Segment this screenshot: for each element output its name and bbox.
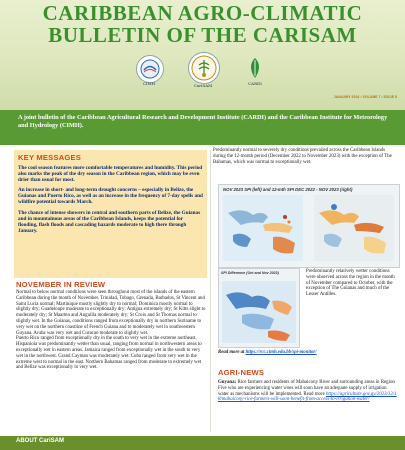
key-messages-box — [14, 150, 207, 278]
about-carisam-label: ABOUT CariSAM — [16, 438, 65, 444]
carisam-logo-label: CariSAM — [193, 83, 213, 88]
november-review-paragraph-2: Puerto Rico ranged from exceptionally dry in the south to very wet in the extreme northeast. Hispaniola was predominantly wetter than usual, ranging from normal in northwestern areas to exceptionally wet in eastern areas. Jamaica ranged from exceptionally wet in the south to very wet in the northwest. Grand Cayman was moderately wet. Cuba ranged from very wet in the extreme west to normal in the east. Northern Bahamas ranged from moderate to extremely wet and Belize was exceptionally to very wet. — [16, 336, 202, 371]
carisam-logo-icon — [188, 52, 220, 84]
issue-line: JANUARY 2024 • VOLUME 7 • ISSUE 8 — [333, 95, 397, 99]
right-column-intro — [213, 148, 399, 165]
header — [0, 0, 405, 110]
bulletin-title-line2: BULLETIN OF THE CARISAM — [48, 23, 357, 47]
spi-12-month-map — [314, 195, 394, 261]
cimh-logo-label: CIMH — [142, 81, 156, 86]
agri-news-paragraph — [218, 380, 398, 403]
agri-news-heading: AGRI-NEWS — [218, 368, 265, 377]
spi-intro-text: Predominantly normal to severely dry conditions prevailed across the Caribbean Islands during the 12-month period (December 2022 to November 2023) with the exception of The Bahamas, which was normal to exceptionally wet. — [213, 148, 392, 165]
bulletin-title-line1: CARIBBEAN AGRO-CLIMATIC — [42, 1, 363, 25]
key-message-3: The chance of intense showers in central and southern parts of Belize, the Guianas and in mountainous areas of the Caribbean Islands, keeps the potential for flooding, flash floods and cascading hazards moderate to high there through January. — [18, 209, 201, 234]
agri-news-text: Rice farmers and residents of Mahaicony River and surrounding areas in Region Five who are experiencing water woes will soon have an adequate supply of irrigation water as mechanisms will be implemented. Read more — [218, 380, 395, 397]
about-bar — [0, 436, 405, 450]
agri-news-lead: Guyana: — [218, 380, 238, 385]
spi-difference-title: SPI Difference (Oct and Nov 2023) — [221, 271, 279, 275]
read-more-line — [218, 350, 398, 355]
spi-difference-map — [222, 281, 296, 343]
spi-nov-map — [223, 195, 303, 261]
spi-difference-panel — [218, 268, 300, 348]
spi-map-panel — [218, 184, 400, 268]
spi-difference-text: Predominantly relatively wetter conditions were observed across the region in the month of November compared to October, with the exception of The Guianas and much of the Lesser Antilles. — [306, 269, 395, 298]
november-review-body — [16, 290, 207, 371]
banner-text: A joint bulletin of the Caribbean Agricultural Research and Development Institute (CARDI) and the Caribbean Institute for Meteorology and Hydrology (CIMH). — [18, 114, 388, 129]
key-message-2: An increase in short- and long-term drought concerns – especially in Belize, the Guianas and Puerto Rico, as well as an increase in the frequency of 7-day spells and wildfire potential towards March. — [18, 187, 203, 206]
november-review-paragraph-1: Normal to below normal conditions were seen throughout most of the islands of the eastern Caribbean during the month of November. Trinidad, Tobago, Grenada, Barbados, St Vincent and Saint Lucia normal; Martinique mostly slightly dry to normal; Dominica mostly normal to slightly dry; Guadeloupe moderate to exceptionally dry; Antigua extremely dry; St Kitts slight to moderately dry; St Maarten and Anguilla moderately dry; St Croix and St Thomas normal to slightly wet. In the Guianas, conditions ranged from exceptionally dry in northern Suriname to very wet on the northern coastline of French Guiana and to moderately wet in southwestern Guyana. Aruba was very wet and Curacao moderate to slightly wet. — [16, 290, 206, 336]
column-divider — [210, 150, 211, 432]
agri-news-link[interactable]: https://agriculture.gov.gy/2023/12/18/mahaicony-rice-farmers-will-soon-benefit-from-access-to-irrigation-water/ — [218, 391, 397, 403]
key-messages-heading: KEY MESSAGES — [18, 153, 82, 162]
cimh-logo-icon — [136, 55, 164, 83]
spi-monitor-link[interactable]: https://rcc.cimh.edu.bb/spi-monitor/ — [245, 350, 317, 355]
cardi-logo-icon — [242, 55, 268, 81]
cardi-logo-label: CARDI — [248, 81, 262, 86]
spi-map-title: NOV 2023 SPI (left) and 12-mth SPI DEC 2022 - NOV 2023 (right) — [223, 187, 353, 192]
joint-bulletin-banner — [0, 110, 405, 145]
november-review-heading: NOVEMBER IN REVIEW — [16, 280, 106, 289]
key-message-1: The cool season features more comfortable temperatures and humidity. This period also marks the peak of the dry season in the Caribbean region, which may be even drier than usual for most. — [18, 165, 203, 184]
agri-news-body — [218, 380, 398, 403]
spi-difference-description — [306, 269, 398, 298]
read-more-label: Read more at — [218, 350, 246, 355]
